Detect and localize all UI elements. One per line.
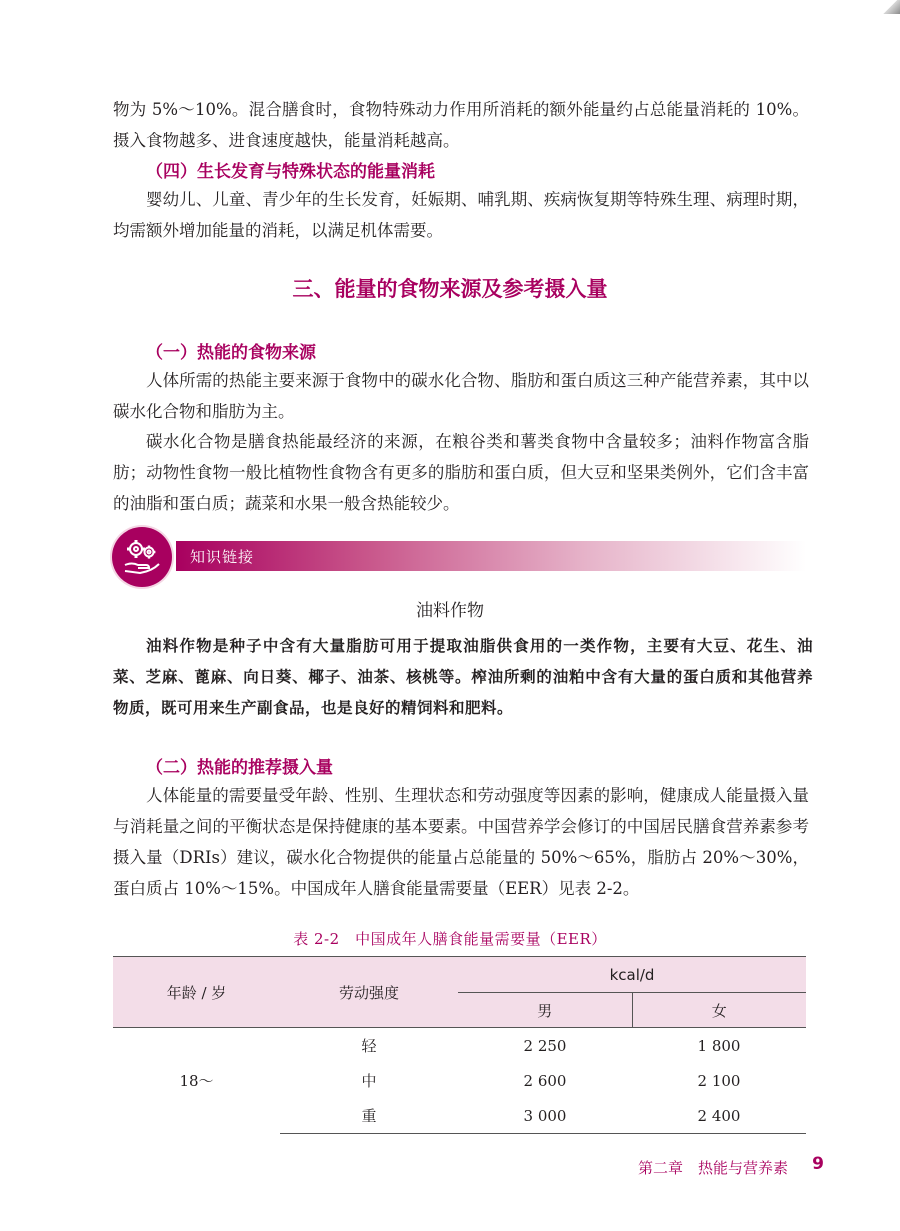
knowledge-title: 油料作物 [416,601,484,621]
gears-hand-icon [112,527,172,587]
footer-chapter: 第二章 热能与营养素 [637,1159,788,1177]
table-caption: 表 2-2 中国成年人膳食能量需要量（EER） [293,930,607,948]
subheading-two: （二）热能的推荐摄入量 [146,758,333,778]
paragraph-food-source-1: 人体所需的热能主要来源于食物中的碳水化合物、脂肪和蛋白质这三种产能营养素，其中以碳水化合物和脂肪为主。 [113,371,809,421]
paragraph-recommended-intake: 人体能量的需要量受年龄、性别、生理状态和劳动强度等因素的影响，健康成人能量摄入量与消耗量之间的平衡状态是保持健康的基本要素。中国营养学会修订的中国居民膳食营养素参考摄入量（DRIs）建议，碳水化合物提供的能量占总能量的 50%～65%，脂肪占 20%～30%，蛋白质占 10%～15%。中国成年人膳食能量需要量（EER）见表 2-2。 [113,786,809,898]
paragraph-food-source-2: 碳水化合物是膳食热能最经济的来源，在粮谷类和薯类食物中含量较多；油料作物富含脂肪；动物性食物一般比植物性食物含有更多的脂肪和蛋白质，但大豆和坚果类例外，它们含丰富的油脂和蛋白质；蔬菜和水果一般含热能较少。 [113,432,809,513]
section-three-title: 三、能量的食物来源及参考摄入量 [292,277,608,301]
page-corner-fold [880,0,900,14]
table-row [113,1028,806,1064]
subheading-four: （四）生长发育与特殊状态的能量消耗 [146,162,435,182]
header-male: 男 [458,993,632,1028]
knowledge-text: 油料作物是种子中含有大量脂肪可用于提取油脂供食用的一类作物，主要有大豆、花生、油菜、芝麻、蓖麻、向日葵、椰子、油茶、核桃等。榨油所剩的油粕中含有大量的蛋白质和其他营养物质，既可用来生产副食品，也是良好的精饲料和肥料。 [113,636,813,717]
paragraph-growth: 婴幼儿、儿童、青少年的生长发育，妊娠期、哺乳期、疾病恢复期等特殊生理、病理时期，均需额外增加能量的消耗，以满足机体需要。 [113,190,809,240]
age-cell: 18～ [179,1072,214,1091]
knowledge-link-label: 知识链接 [190,548,255,566]
intensity-cell: 重 [280,1098,458,1134]
header-intensity: 劳动强度 [280,957,458,1028]
knowledge-link-banner [176,541,806,571]
header-unit: kcal/d [458,957,806,993]
female-cell: 2 400 [632,1098,806,1134]
male-cell: 2 600 [523,1071,567,1090]
header-female: 女 [632,993,806,1028]
intensity-cell: 轻 [361,1037,377,1055]
female-cell: 1 800 [697,1036,741,1055]
subheading-one: （一）热能的食物来源 [146,343,316,363]
female-cell: 2 100 [697,1071,741,1090]
intensity-cell: 中 [361,1072,377,1090]
paragraph-top: 物为 5%～10%。混合膳食时，食物特殊动力作用所消耗的额外能量约占总能量消耗的 10%。摄入食物越多、进食速度越快，能量消耗越高。 [113,100,809,150]
page-number: 9 [812,1154,824,1174]
male-cell: 3 000 [458,1098,632,1134]
header-age: 年龄 / 岁 [113,957,280,1028]
male-cell: 2 250 [523,1036,567,1055]
eer-table [113,956,806,1134]
